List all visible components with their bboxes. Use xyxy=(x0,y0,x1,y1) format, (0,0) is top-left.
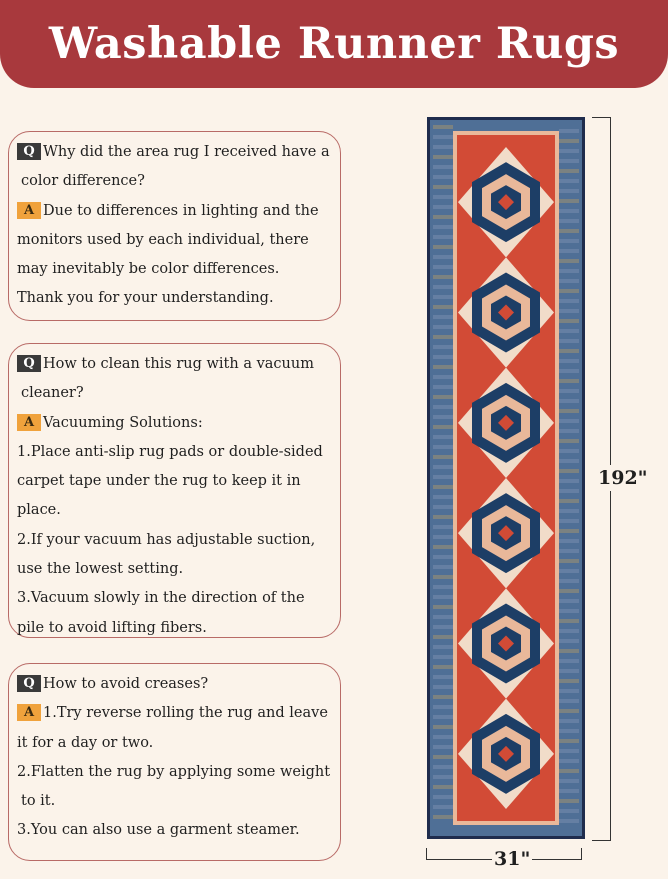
rug-border-pattern xyxy=(559,619,579,623)
rug-border-pattern xyxy=(433,385,453,389)
rug-border-pattern xyxy=(559,809,579,813)
rug-border-pattern xyxy=(559,459,579,463)
rug-border-pattern xyxy=(433,275,453,279)
rug-border-pattern xyxy=(433,445,453,449)
answer-line: 3.You can also use a garment steamer. xyxy=(17,822,300,839)
rug-border-pattern xyxy=(433,695,453,699)
rug-border-pattern xyxy=(559,569,579,573)
question-line: Q How to clean this rug with a vacuum xyxy=(17,350,334,379)
runner-rug-illustration xyxy=(427,117,585,839)
rug-border-pattern xyxy=(433,265,453,269)
rug-border-pattern xyxy=(559,319,579,323)
rug-border-pattern xyxy=(433,495,453,499)
rug-border-pattern xyxy=(559,389,579,393)
rug-border-pattern xyxy=(559,299,579,303)
rug-border-pattern xyxy=(433,545,453,549)
rug-border-pattern xyxy=(433,725,453,729)
rug-border-pattern xyxy=(559,649,579,653)
rug-border-pattern xyxy=(559,399,579,403)
faq-card-color-difference xyxy=(8,131,341,321)
rug-border-pattern xyxy=(559,489,579,493)
question-line: color difference? xyxy=(21,173,145,190)
answer-line: to it. xyxy=(21,793,56,810)
rug-border-pattern xyxy=(433,625,453,629)
answer-line: 1.Place anti-slip rug pads or double-sided xyxy=(17,443,323,460)
rug-border-pattern xyxy=(559,149,579,153)
rug-border-pattern xyxy=(433,145,453,149)
rug-border-pattern xyxy=(433,155,453,159)
rug-border-pattern xyxy=(433,345,453,349)
answer-line: pile to avoid lifting fibers. xyxy=(17,619,207,636)
rug-border-pattern xyxy=(559,279,579,283)
rug-border-pattern xyxy=(433,615,453,619)
rug-border-pattern xyxy=(433,665,453,669)
rug-border-pattern xyxy=(433,655,453,659)
rug-border-pattern xyxy=(433,425,453,429)
rug-border-pattern xyxy=(433,435,453,439)
rug-border-pattern xyxy=(559,469,579,473)
rug-border-pattern xyxy=(433,525,453,529)
a-badge-icon: A xyxy=(17,414,41,431)
rug-border-pattern xyxy=(433,535,453,539)
question-line: cleaner? xyxy=(21,385,84,402)
faq-card-vacuum-cleaning xyxy=(8,343,341,638)
rug-border-pattern xyxy=(433,175,453,179)
rug-border-pattern xyxy=(433,645,453,649)
q-badge-icon: Q xyxy=(17,143,41,160)
rug-border-pattern xyxy=(559,409,579,413)
width-dimension-tick-left xyxy=(426,848,427,860)
rug-border-pattern xyxy=(433,415,453,419)
rug-border-pattern xyxy=(559,689,579,693)
question-line: Q How to avoid creases? xyxy=(17,670,334,699)
rug-border-pattern xyxy=(433,515,453,519)
rug-border-pattern xyxy=(433,295,453,299)
rug-border-pattern xyxy=(559,339,579,343)
rug-border-pattern xyxy=(559,189,579,193)
rug-border-pattern xyxy=(559,739,579,743)
rug-border-pattern xyxy=(433,745,453,749)
rug-border-pattern xyxy=(559,289,579,293)
answer-line: place. xyxy=(17,502,61,519)
rug-border-pattern xyxy=(559,269,579,273)
rug-border-pattern xyxy=(433,245,453,249)
rug-border-pattern xyxy=(559,249,579,253)
rug-border-pattern xyxy=(559,759,579,763)
title-banner xyxy=(0,0,668,88)
rug-border-pattern xyxy=(559,369,579,373)
rug-border-pattern xyxy=(559,629,579,633)
rug-border-pattern xyxy=(433,205,453,209)
rug-border-pattern xyxy=(559,709,579,713)
rug-border-pattern xyxy=(433,675,453,679)
rug-border-pattern xyxy=(559,769,579,773)
rug-border-pattern xyxy=(559,749,579,753)
a-badge-icon: A xyxy=(17,202,41,219)
rug-image xyxy=(427,117,585,839)
rug-border-pattern xyxy=(559,499,579,503)
rug-border-pattern xyxy=(559,699,579,703)
rug-border-pattern xyxy=(559,819,579,823)
rug-border-pattern xyxy=(433,795,453,799)
page-title: Washable Runner Rugs xyxy=(48,19,620,69)
rug-border-pattern xyxy=(433,735,453,739)
rug-border-pattern xyxy=(559,359,579,363)
rug-border-pattern xyxy=(559,309,579,313)
answer-line: 2.If your vacuum has adjustable suction, xyxy=(17,531,316,548)
rug-border-pattern xyxy=(559,559,579,563)
rug-border-pattern xyxy=(433,375,453,379)
rug-border-pattern xyxy=(559,549,579,553)
rug-border-pattern xyxy=(559,609,579,613)
rug-border-pattern xyxy=(433,635,453,639)
rug-border-pattern xyxy=(433,475,453,479)
rug-border-pattern xyxy=(559,259,579,263)
rug-border-pattern xyxy=(559,129,579,133)
answer-line: A Vacuuming Solutions: xyxy=(17,409,334,438)
q-badge-icon: Q xyxy=(17,355,41,372)
rug-border-pattern xyxy=(433,185,453,189)
rug-border-pattern xyxy=(559,669,579,673)
rug-border-pattern xyxy=(433,555,453,559)
answer-line: A Due to differences in lighting and the xyxy=(17,197,334,226)
rug-border-pattern xyxy=(433,325,453,329)
answer-line: carpet tape under the rug to keep it in xyxy=(17,473,301,490)
rug-border-pattern xyxy=(433,575,453,579)
rug-border-pattern xyxy=(433,225,453,229)
length-dimension-tick-bottom xyxy=(592,840,610,841)
rug-border-pattern xyxy=(559,509,579,513)
width-dimension-label: 31" xyxy=(494,848,531,870)
rug-border-pattern xyxy=(559,799,579,803)
rug-border-pattern xyxy=(433,195,453,199)
rug-border-pattern xyxy=(433,455,453,459)
rug-border-pattern xyxy=(559,599,579,603)
rug-border-pattern xyxy=(559,519,579,523)
rug-border-pattern xyxy=(433,335,453,339)
rug-border-pattern xyxy=(559,209,579,213)
rug-border-pattern xyxy=(559,659,579,663)
rug-border-pattern xyxy=(559,379,579,383)
rug-border-pattern xyxy=(433,805,453,809)
answer-line: 3.Vacuum slowly in the direction of the xyxy=(17,590,305,607)
rug-border-pattern xyxy=(559,229,579,233)
rug-border-pattern xyxy=(559,449,579,453)
rug-border-pattern xyxy=(559,169,579,173)
rug-border-pattern xyxy=(559,139,579,143)
rug-border-pattern xyxy=(433,595,453,599)
rug-border-pattern xyxy=(433,355,453,359)
answer-line: monitors used by each individual, there xyxy=(17,231,309,248)
rug-border-pattern xyxy=(433,255,453,259)
a-badge-icon: A xyxy=(17,704,41,721)
rug-border-pattern xyxy=(433,235,453,239)
rug-border-pattern xyxy=(559,199,579,203)
faq-card-creases xyxy=(8,663,341,861)
rug-border-pattern xyxy=(433,605,453,609)
answer-line: may inevitably be color differences. xyxy=(17,261,280,278)
rug-border-pattern xyxy=(559,719,579,723)
rug-border-pattern xyxy=(433,135,453,139)
rug-border-pattern xyxy=(433,485,453,489)
rug-border-pattern xyxy=(559,159,579,163)
rug-border-pattern xyxy=(433,775,453,779)
rug-border-pattern xyxy=(559,479,579,483)
rug-border-pattern xyxy=(433,685,453,689)
rug-border-pattern xyxy=(433,755,453,759)
rug-border-pattern xyxy=(433,165,453,169)
rug-border-pattern xyxy=(559,439,579,443)
rug-border-pattern xyxy=(559,419,579,423)
rug-border-pattern xyxy=(433,285,453,289)
rug-border-pattern xyxy=(559,539,579,543)
rug-border-pattern xyxy=(433,305,453,309)
rug-border-pattern xyxy=(433,465,453,469)
rug-border-pattern xyxy=(433,765,453,769)
rug-border-pattern xyxy=(433,715,453,719)
rug-border-pattern xyxy=(433,565,453,569)
rug-border-pattern xyxy=(559,729,579,733)
answer-line: it for a day or two. xyxy=(17,734,154,751)
rug-border-pattern xyxy=(559,639,579,643)
rug-border-pattern xyxy=(559,219,579,223)
rug-border-pattern xyxy=(559,349,579,353)
rug-border-pattern xyxy=(559,529,579,533)
answer-line: Thank you for your understanding. xyxy=(17,290,274,307)
answer-line: 2.Flatten the rug by applying some weight xyxy=(17,763,331,780)
rug-border-pattern xyxy=(433,405,453,409)
rug-border-pattern xyxy=(559,789,579,793)
q-badge-icon: Q xyxy=(17,675,41,692)
rug-border-pattern xyxy=(559,239,579,243)
rug-border-pattern xyxy=(559,429,579,433)
rug-border-pattern xyxy=(433,125,453,129)
rug-border-pattern xyxy=(433,815,453,819)
rug-border-pattern xyxy=(559,779,579,783)
rug-border-pattern xyxy=(433,585,453,589)
rug-border-pattern xyxy=(559,679,579,683)
answer-line: A 1.Try reverse rolling the rug and leave xyxy=(17,699,334,728)
rug-border-pattern xyxy=(433,705,453,709)
rug-border-pattern xyxy=(433,215,453,219)
rug-border-pattern xyxy=(433,365,453,369)
length-dimension-tick-top xyxy=(592,117,610,118)
rug-border-pattern xyxy=(559,579,579,583)
width-dimension-tick-right xyxy=(581,848,582,860)
rug-border-pattern xyxy=(433,785,453,789)
rug-border-pattern xyxy=(559,179,579,183)
rug-border-pattern xyxy=(559,589,579,593)
rug-border-pattern xyxy=(433,505,453,509)
rug-border-pattern xyxy=(559,329,579,333)
rug-border-pattern xyxy=(433,395,453,399)
answer-line: use the lowest setting. xyxy=(17,561,184,578)
question-line: Q Why did the area rug I received have a xyxy=(17,138,334,167)
rug-border-pattern xyxy=(433,315,453,319)
length-dimension-label: 192" xyxy=(598,467,648,489)
